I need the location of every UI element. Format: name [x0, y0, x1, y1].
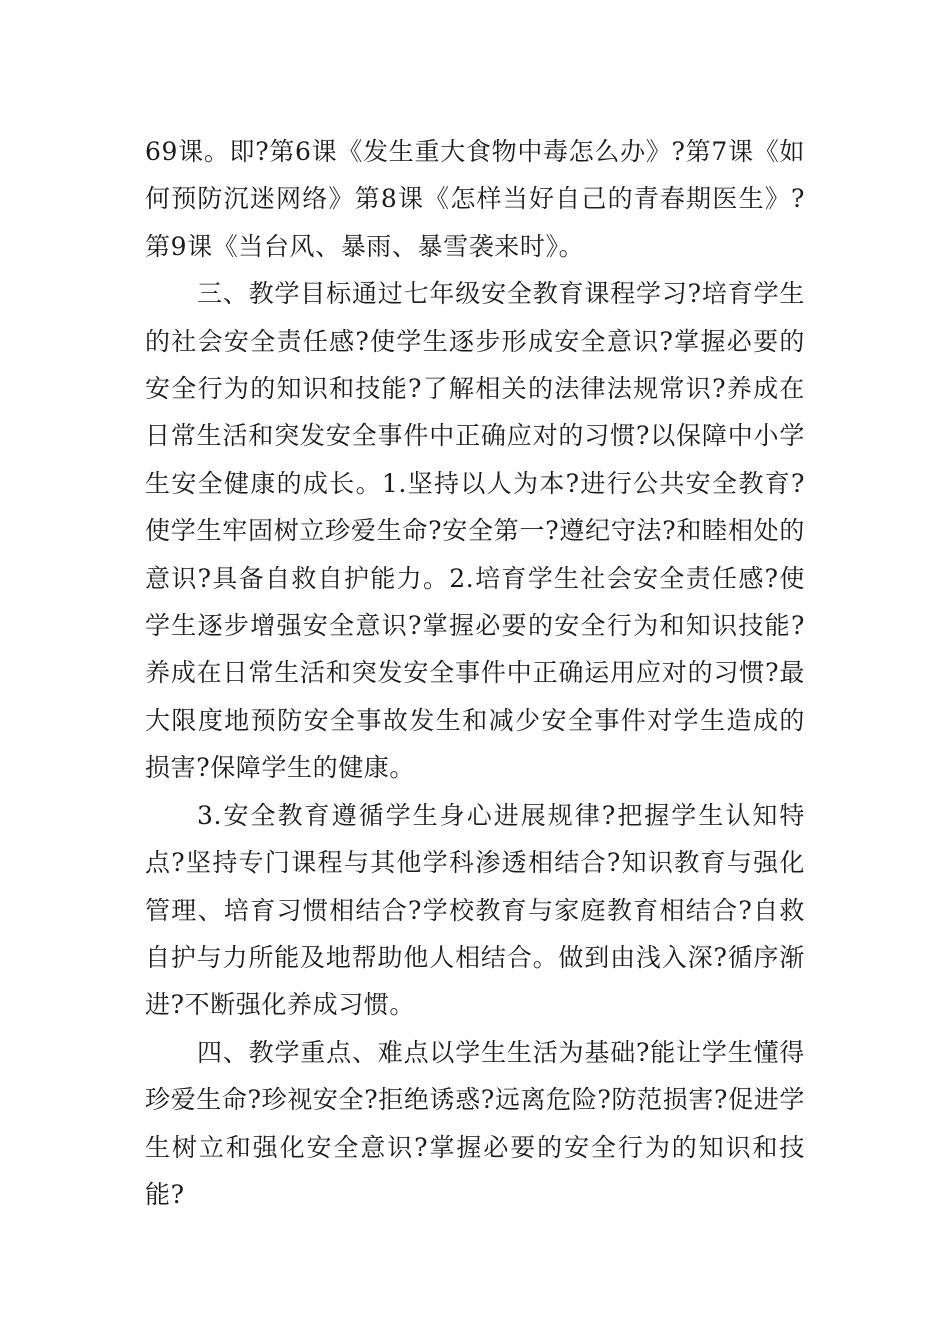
paragraph-teaching-goals: 三、教学目标通过七年级安全教育课程学习?培育学生的社会安全责任感?使学生逐步形成安全意识?掌握必要的安全行为的知识和技能?了解相关的法律法规常识?养成在日常生活和突发安全事件中正确应对的习惯?以保障中小学生安全健康的成长。1.坚持以人为本?进行公共安全教育?使学生牢固树立珍爱生命?安全第一?遵纪守法?和睦相处的意识?具备自救自护能力。2.培育学生社会安全责任感?使学生逐步增强安全意识?掌握必要的安全行为和知识技能?养成在日常生活和突发安全事件中正确运用应对的习惯?最大限度地预防安全事故发生和减少安全事件对学生造成的损害?保障学生的健康。	[145, 279, 805, 783]
paragraph-education-principles: 3.安全教育遵循学生身心进展规律?把握学生认知特点?坚持专门课程与其他学科渗透相结合?知识教育与强化管理、培育习惯相结合?学校教育与家庭教育相结合?自救自护与力所能及地帮助他人相结合。做到由浅入深?循序渐进?不断强化养成习惯。	[145, 800, 805, 1020]
paragraph-key-points: 四、教学重点、难点以学生生活为基础?能让学生懂得珍爱生命?珍视安全?拒绝诱惑?远离危险?防范损害?促进学生树立和强化安全意识?掌握必要的安全行为的知识和技能?	[145, 1037, 805, 1209]
paragraph-lessons-list: 69课。即?第6课《发生重大食物中毒怎么办》?第7课《如何预防沉迷网络》第8课《怎样当好自己的青春期医生》?第9课《当台风、暴雨、暴雪袭来时》。	[145, 137, 805, 261]
document-body	[145, 128, 805, 1218]
